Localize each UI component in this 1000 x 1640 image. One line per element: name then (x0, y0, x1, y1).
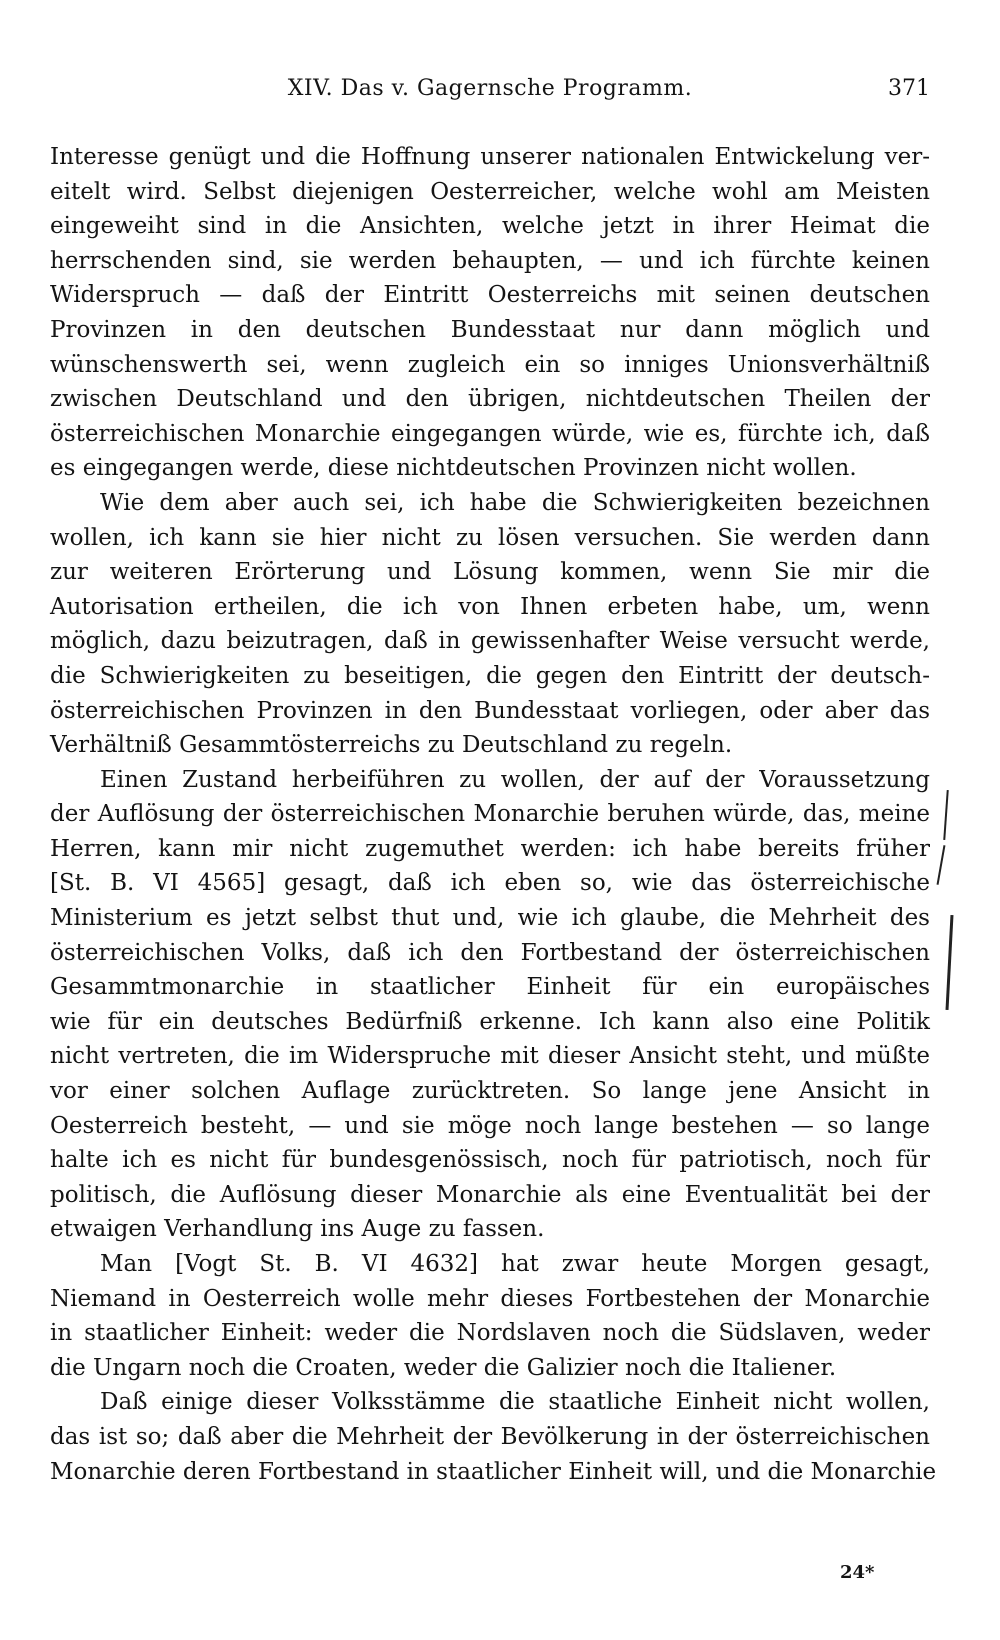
text-line: die Schwierigkeiten zu beseitigen, die gegen den Eintritt der deutsch- (50, 662, 930, 689)
text-line: wie für ein deutsches Bedürfniß erkenne. Ich kann also eine Politik (50, 1008, 930, 1035)
text-line: Widerspruch — daß der Eintritt Oesterreichs mit seinen deutschen (50, 282, 930, 309)
text-line: nicht vertreten, die im Widerspruche mit dieser Ansicht steht, und müßte (50, 1043, 930, 1070)
text-line: vor einer solchen Auflage zurücktreten. So lange jene Ansicht in (50, 1078, 930, 1105)
text-line: etwaigen Verhandlung ins Auge zu fassen. (50, 1216, 545, 1243)
text-line: halte ich es nicht für bundesgenössisch, noch für patriotisch, noch für (50, 1147, 930, 1174)
text-line: wollen, ich kann sie hier nicht zu lösen versuchen. Sie werden dann (50, 524, 930, 551)
text-line: Gesammtmonarchie in staatlicher Einheit für ein europäisches (50, 974, 930, 1001)
margin-mark (937, 845, 946, 885)
text-line: Herren, kann mir nicht zugemuthet werden: ich habe bereits früher (50, 835, 930, 862)
page-number: 371 (888, 76, 930, 101)
text-line: Man [Vogt St. B. VI 4632] hat zwar heute Morgen gesagt, (100, 1251, 930, 1277)
text-line: Einen Zustand herbeiführen zu wollen, der auf der Voraussetzung (100, 766, 930, 793)
text-line: Verhältniß Gesammtösterreichs zu Deutschland zu regeln. (50, 732, 733, 759)
text-line: es eingegangen werde, diese nichtdeutschen Provinzen nicht wollen. (50, 455, 857, 482)
text-line: Autorisation ertheilen, die ich von Ihnen erbeten habe, um, wenn (50, 593, 930, 620)
margin-mark (943, 790, 948, 840)
text-line: österreichischen Provinzen in den Bundesstaat vorliegen, oder aber das (50, 697, 930, 724)
text-line: in staatlicher Einheit: weder die Nordslaven noch die Südslaven, weder (50, 1320, 930, 1347)
text-line: eingeweiht sind in die Ansichten, welche jetzt in ihrer Heimat die (50, 213, 930, 240)
page-header (50, 76, 930, 108)
body-text (50, 140, 937, 1489)
text-line: Oesterreich besteht, — und sie möge noch lange bestehen — so lange (50, 1112, 930, 1139)
text-line: eitelt wird. Selbst diejenigen Oesterreicher, welche wohl am Meisten (50, 178, 930, 205)
signature-mark: 24* (840, 1562, 875, 1583)
text-line: das ist so; daß aber die Mehrheit der Bevölkerung in der österreichischen (50, 1423, 930, 1450)
text-line: herrschenden sind, sie werden behaupten, — und ich fürchte keinen (50, 247, 930, 274)
text-line: wünschenswerth sei, wenn zugleich ein so inniges Unionsverhältniß (50, 351, 930, 378)
text-line: Daß einige dieser Volksstämme die staatliche Einheit nicht wollen, (100, 1389, 930, 1416)
text-line: Interesse genügt und die Hoffnung unserer nationalen Entwickelung ver- (50, 144, 930, 170)
text-line: österreichischen Monarchie eingegangen würde, wie es, fürchte ich, daß (50, 420, 930, 447)
text-line: Provinzen in den deutschen Bundesstaat nur dann möglich und (50, 316, 930, 343)
text-line: politisch, die Auflösung dieser Monarchie als eine Eventualität bei der (50, 1181, 930, 1208)
running-head: XIV. Das v. Gagernsche Programm. (287, 76, 693, 101)
text-line: die Ungarn noch die Croaten, weder die Galizier noch die Italiener. (50, 1354, 837, 1381)
margin-mark (946, 915, 954, 1010)
text-line: möglich, dazu beizutragen, daß in gewissenhafter Weise versucht werde, (50, 628, 930, 655)
text-line: österreichischen Volks, daß ich den Fortbestand der österreichischen (50, 939, 930, 966)
text-line: Wie dem aber auch sei, ich habe die Schwierigkeiten bezeichnen (100, 489, 930, 516)
text-line: zwischen Deutschland und den übrigen, nichtdeutschen Theilen der (50, 386, 930, 413)
text-line: Monarchie deren Fortbestand in staatlicher Einheit will, und die Monarchie (50, 1458, 937, 1485)
text-line: zur weiteren Erörterung und Lösung kommen, wenn Sie mir die (50, 559, 930, 586)
text-line: Ministerium es jetzt selbst thut und, wie ich glaube, die Mehrheit des (50, 905, 930, 932)
text-line: [St. B. VI 4565] gesagt, daß ich eben so, wie das österreichische (50, 870, 930, 897)
text-line: der Auflösung der österreichischen Monarchie beruhen würde, das, meine (50, 801, 930, 828)
text-line: Niemand in Oesterreich wolle mehr dieses Fortbestehen der Monarchie (50, 1285, 930, 1312)
